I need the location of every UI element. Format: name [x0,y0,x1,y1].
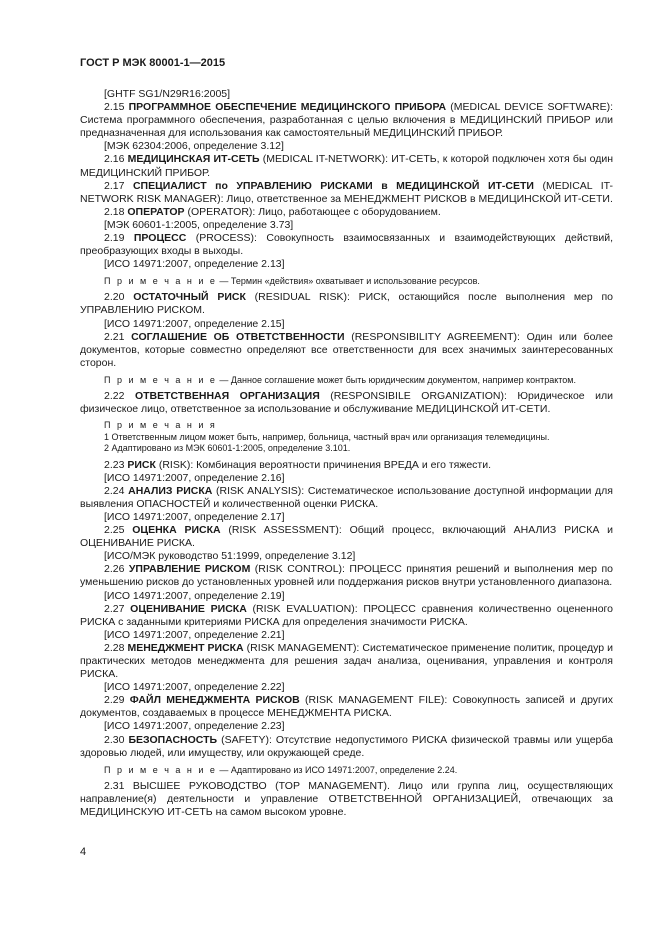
clause-number: 2.27 [104,602,125,615]
clause-number: 2.22 [104,389,125,402]
defined-term: ФАЙЛ МЕНЕДЖМЕНТА РИСКОВ [129,694,300,707]
definition-text: (MEDICAL DEVICE SOFTWARE): Система программного обеспечения, разработанная с целью включения в МЕДИЦИНСКИЙ ПРИБОР или предназначенная для использования как самостоятельный МЕДИЦИНСКИЙ ПРИБОР. [80,101,614,140]
clause-number: 2.15 [104,101,125,114]
definition-text: (SAFETY): Отсутствие недопустимого РИСКА физической травмы или ущерба здоровью людей, или имуществу, или окружающей среде. [80,733,613,759]
defined-term: МЕНЕДЖМЕНТ РИСКА [127,641,244,654]
reference-line: [ИСО 14971:2007, определение 2.17] [104,510,285,523]
definition-text: (MEDICAL IT-NETWORK RISK MANAGER): Лицо, ответственное за МЕНЕДЖМЕНТ РИСКОВ в МЕДИЦИНСКОЙ ИТ-СЕТИ. [80,179,613,205]
definition-paragraph [80,390,613,416]
reference-line: [ИСО 14971:2007, определение 2.21] [104,628,285,641]
definition-paragraph [80,331,613,370]
note-text: — Термин «действия» охватывает и использование ресурсов. [216,276,480,287]
defined-term: УПРАВЛЕНИЕ РИСКОМ [128,563,251,576]
document-body [80,88,613,819]
definition-paragraph [80,694,613,720]
note [80,764,613,776]
definition-paragraph [80,206,613,219]
definition-paragraph [80,180,613,206]
definition-text: (RISK EVALUATION): ПРОЦЕСС сравнения количественно оцененного РИСКА с заданными критериями РИСКА для определения значимости РИСКА. [80,602,613,628]
definition-text: (RESPONSIBILITY AGREEMENT): Один или более документов, которые совместно определяют все ответственности для всех значимых заинтересованных сторон. [80,330,613,369]
definition-paragraph [80,642,613,681]
reference-line: [МЭК 62304:2006, определение 3.12] [104,140,284,153]
reference-line: [GHTF SG1/N29R16:2005] [104,88,231,100]
clause-number: 2.20 [104,291,125,304]
clause-number: 2.26 [104,563,125,576]
definition-paragraph [80,734,613,760]
definition-text: (RISK ASSESSMENT): Общий процесс, включающий АНАЛИЗ РИСКА и ОЦЕНИВАНИЕ РИСКА. [80,524,613,550]
definition-text: (RESPONSIBILE ORGANIZATION): Юридическое или физическое лицо, ответственное за использование и обслуживание МЕДИЦИНСКОЙ ИТ-СЕТИ. [80,389,613,415]
definition-paragraph [80,291,613,317]
clause-number: 2.29 [104,694,125,707]
defined-term: ПРОЦЕСС [133,232,187,245]
defined-term: ОТВЕТСТВЕННАЯ ОРГАНИЗАЦИЯ [134,389,320,402]
reference-line: [ИСО 14971:2007, определение 2.19] [104,589,285,602]
definition-text: (RISK CONTROL): ПРОЦЕСС принятия решений и выполнения мер по уменьшению рисков до установленных уровней или поддержания рисков внутри установленного диапазона. [80,563,613,589]
defined-term: ОЦЕНКА РИСКА [132,524,221,537]
reference-line: [ИСО/МЭК руководство 51:1999, определение 3.12] [104,550,356,563]
defined-term: АНАЛИЗ РИСКА [128,484,213,497]
definition-text: (RISK ANALYSIS): Систематическое использование доступной информации для выявления ОПАСНОСТЕЙ и количественной оценки РИСКА. [80,484,613,510]
definition-paragraph [80,524,613,550]
definition-paragraph: 2.31 ВЫСШЕЕ РУКОВОДСТВО (TOP MANAGEMENT). Лицо или группа лиц, осуществляющих направление(я) деятельности и управление ОТВЕТСТВЕННОЙ ОРГАНИЗАЦИЕЙ, отвечающих за МЕДИЦИНСКУЮ ИТ-СЕТЬ на самом высоком уровне. [80,779,613,818]
defined-term: МЕДИЦИНСКАЯ ИТ-СЕТЬ [127,153,260,166]
clause-number: 2.21 [104,330,125,343]
definition-paragraph [80,101,613,140]
defined-term: БЕЗОПАСНОСТЬ [128,733,218,746]
document-header: ГОСТ Р МЭК 80001-1—2015 [80,57,226,69]
definition-paragraph [80,563,613,589]
note-text: — Адаптировано из ИСО 14971:2007, определение 2.24. [216,764,458,775]
definition-text: (MEDICAL IT-NETWORK): ИТ-СЕТЬ, к которой подключен хотя бы один МЕДИЦИНСКИЙ ПРИБОР. [80,153,614,179]
reference-line: [ИСО 14971:2007, определение 2.13] [104,258,285,271]
defined-term: РИСК [127,458,156,471]
reference-line: [ИСО 14971:2007, определение 2.16] [104,471,285,484]
definition-text: (RISK MANAGEMENT): Систематическое применение политик, процедур и практических методов менеджмента для решения задач анализа, оценивания, управления и контроля РИСКА. [80,641,613,681]
note-label: П р и м е ч а н и е [104,764,217,775]
defined-term: СПЕЦИАЛИСТ по УПРАВЛЕНИЮ РИСКАМИ в МЕДИЦИНСКОЙ ИТ-СЕТИ [132,179,534,192]
clause-number: 2.18 [104,205,125,218]
definition-text: (RISK): Комбинация вероятности причинения ВРЕДА и его тяжести. [155,458,492,471]
definition-text: (RESIDUAL RISK): РИСК, остающийся после выполнения мер по УПРАВЛЕНИЮ РИСКОМ. [80,291,613,317]
definition-text: (PROCESS): Совокупность взаимосвязанных и взаимодействующих действий, преобразующих входы в выходы. [80,232,613,258]
clause-number: 2.28 [104,641,125,654]
page-number: 4 [80,846,87,858]
clause-number: 2.16 [104,153,125,166]
note [80,374,613,386]
clause-number: 2.17 [104,179,125,192]
defined-term: ПРОГРАММНОЕ ОБЕСПЕЧЕНИЕ МЕДИЦИНСКОГО ПРИБОРА [128,101,447,114]
definition-paragraph [80,232,613,258]
note-label: П р и м е ч а н и е [104,374,217,385]
definition-paragraph [80,459,613,472]
definition-text: (OPERATOR): Лицо, работающее с оборудованием. [184,205,441,218]
note-label: П р и м е ч а н и е [104,276,217,287]
reference-line: [МЭК 60601-1:2005, определение 3.73] [104,218,294,231]
clause-number: 2.25 [104,524,125,537]
definition-paragraph [80,153,613,179]
note-text: — Данное соглашение может быть юридическим документом, например контрактом. [216,374,576,385]
definition-text: (RISK MANAGEMENT FILE): Совокупность записей и других документов, создаваемых в процессе МЕНЕДЖМЕНТА РИСКА. [80,694,613,720]
reference-line: [ИСО 14971:2007, определение 2.15] [104,317,285,330]
clause-number: 2.30 [104,733,125,746]
defined-term: ОЦЕНИВАНИЕ РИСКА [130,602,247,615]
note-item: 2 Адаптировано из МЭК 60601-1:2005, определение 3.101. [104,443,351,454]
defined-term: ОСТАТОЧНЫЙ РИСК [133,291,246,304]
clause-number: 2.24 [104,484,125,497]
note-item: 1 Ответственным лицом может быть, например, больница, частный врач или организация телемедицины. [104,431,550,442]
reference-line: [ИСО 14971:2007, определение 2.22] [104,681,285,694]
defined-term: ОПЕРАТОР [127,205,185,218]
clause-number: 2.19 [104,232,125,245]
reference-line: [ИСО 14971:2007, определение 2.23] [104,720,285,733]
notes-block [80,420,613,455]
definition-paragraph [80,603,613,629]
note [80,275,613,287]
defined-term: СОГЛАШЕНИЕ ОБ ОТВЕТСТВЕННОСТИ [131,330,345,343]
clause-number: 2.23 [104,458,125,471]
definition-paragraph [80,485,613,511]
notes-label: П р и м е ч а н и я [104,420,217,431]
